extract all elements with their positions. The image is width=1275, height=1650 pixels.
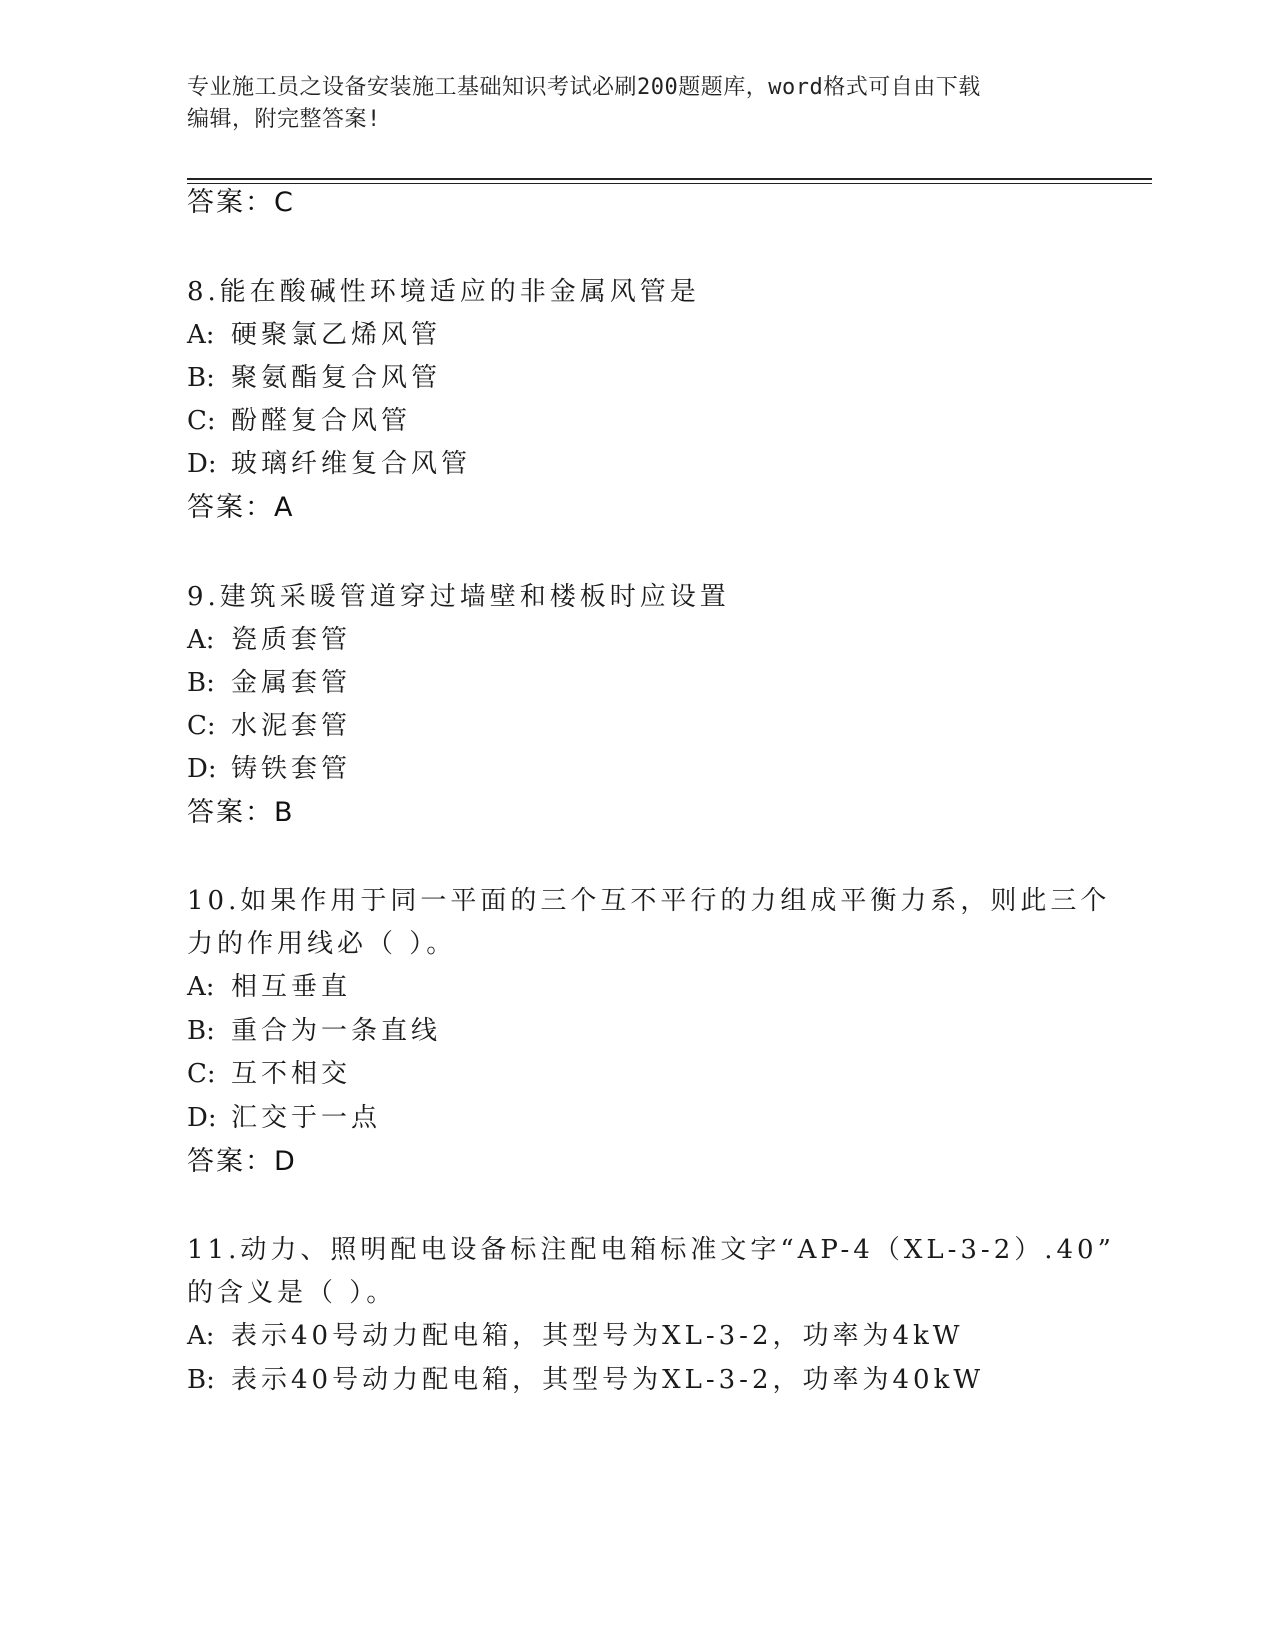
question-8-answer: 答案：A <box>187 492 295 523</box>
option-letter: B: <box>187 1365 215 1395</box>
option-text: 玻璃纤维复合风管 <box>231 449 472 479</box>
question-11-stem-line-2: 的含义是（ ）。 <box>187 1278 397 1308</box>
question-10-stem-line-2: 力的作用线必（ ）。 <box>187 929 457 959</box>
question-9-option-b <box>187 666 351 700</box>
document-header <box>187 72 1067 136</box>
question-10-option-b <box>187 1014 441 1048</box>
question-9-option-a <box>187 623 351 657</box>
question-9-stem: 9.建筑采暖管道穿过墙壁和楼板时应设置 <box>187 582 730 612</box>
option-text: 瓷质套管 <box>231 625 352 655</box>
option-text: 铸铁套管 <box>231 754 352 784</box>
question-11-option-a <box>187 1319 964 1353</box>
question-9-option-c <box>187 709 351 743</box>
option-letter: A: <box>187 1321 215 1351</box>
option-text: 水泥套管 <box>231 711 352 741</box>
question-8-option-a <box>187 318 441 352</box>
option-text: 汇交于一点 <box>231 1103 382 1133</box>
answer-previous: 答案：C <box>187 187 295 218</box>
option-letter: D: <box>187 754 217 784</box>
option-letter: D: <box>187 1103 217 1133</box>
option-text: 表示40号动力配电箱，其型号为XL-3-2，功率为4kW <box>231 1321 964 1351</box>
question-9-option-d <box>187 752 351 786</box>
question-10-stem-line-1: 10.如果作用于同一平面的三个互不平行的力组成平衡力系，则此三个 <box>187 886 1111 916</box>
option-text: 金属套管 <box>231 668 352 698</box>
option-text: 相互垂直 <box>231 972 352 1002</box>
question-10-option-d <box>187 1101 381 1135</box>
header-divider <box>187 178 1152 180</box>
option-letter: A: <box>187 625 215 655</box>
option-letter: B: <box>187 363 215 393</box>
option-letter: C: <box>187 711 216 741</box>
question-10-option-c <box>187 1057 351 1091</box>
option-text: 硬聚氯乙烯风管 <box>231 320 442 350</box>
question-11-stem-line-1: 11.动力、照明配电设备标注配电箱标准文字“AP-4（XL-3-2）.40” <box>187 1235 1115 1265</box>
option-text: 酚醛复合风管 <box>231 406 412 436</box>
option-letter: B: <box>187 668 215 698</box>
question-8-stem: 8.能在酸碱性环境适应的非金属风管是 <box>187 277 700 307</box>
option-text: 表示40号动力配电箱，其型号为XL-3-2，功率为40kW <box>231 1365 985 1395</box>
option-letter: A: <box>187 320 215 350</box>
option-letter: A: <box>187 972 215 1002</box>
option-text: 聚氨酯复合风管 <box>231 363 442 393</box>
header-divider-thin <box>187 183 1152 184</box>
option-letter: D: <box>187 449 217 479</box>
option-text: 互不相交 <box>231 1059 352 1089</box>
question-9-answer: 答案：B <box>187 797 295 828</box>
header-line-2: 编辑，附完整答案! <box>187 107 381 132</box>
option-letter: C: <box>187 1059 216 1089</box>
question-8-option-c <box>187 404 411 438</box>
question-10-answer: 答案：D <box>187 1146 297 1177</box>
question-11-option-b <box>187 1363 984 1397</box>
option-letter: C: <box>187 406 216 436</box>
option-text: 重合为一条直线 <box>231 1016 442 1046</box>
header-line-1: 专业施工员之设备安装施工基础知识考试必刷200题题库，word格式可自由下载 <box>187 75 981 100</box>
option-letter: B: <box>187 1016 215 1046</box>
question-8-option-b <box>187 361 441 395</box>
question-10-option-a <box>187 970 351 1004</box>
question-8-option-d <box>187 447 471 481</box>
